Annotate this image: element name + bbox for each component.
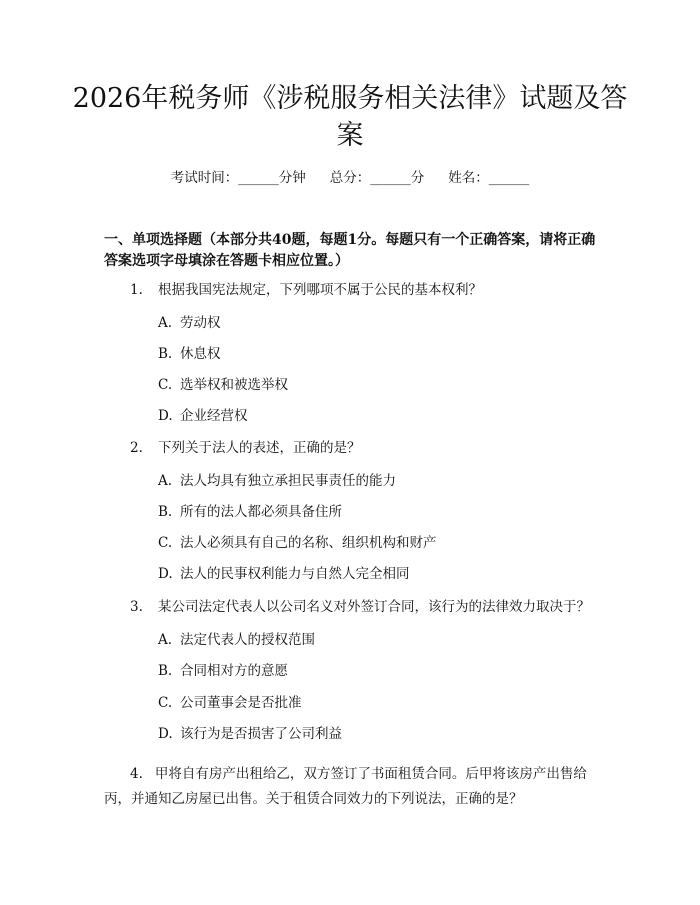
option-text: 法定代表人的授权范围 <box>180 632 315 648</box>
question-1-option-d <box>158 406 598 426</box>
option-letter: D. <box>158 566 173 582</box>
option-text: 公司董事会是否批准 <box>180 695 302 711</box>
option-letter: B. <box>158 663 173 679</box>
question-2-option-b <box>158 502 598 522</box>
question-number: 4. <box>130 766 143 782</box>
question-3-option-b <box>158 661 598 681</box>
option-letter: C. <box>158 535 173 551</box>
option-text: 法人均具有独立承担民事责任的能力 <box>180 473 396 489</box>
total-score-field: 总分：______分 <box>329 170 425 186</box>
question-3 <box>130 597 600 617</box>
question-2 <box>130 438 600 458</box>
option-letter: C. <box>158 377 173 393</box>
question-2-option-a <box>158 471 598 491</box>
option-text: 法人的民事权利能力与自然人完全相同 <box>180 566 410 582</box>
exam-info-line <box>0 168 700 188</box>
option-text: 企业经营权 <box>180 408 248 424</box>
question-number: 2. <box>130 440 143 456</box>
option-letter: C. <box>158 695 173 711</box>
option-text: 休息权 <box>180 346 221 362</box>
question-text: 根据我国宪法规定，下列哪项不属于公民的基本权利？ <box>158 282 482 298</box>
question-number: 1. <box>130 282 143 298</box>
question-number: 3. <box>130 599 143 615</box>
question-1-option-b <box>158 344 598 364</box>
document-title: 2026年税务师《涉税服务相关法律》试题及答案 <box>72 83 628 151</box>
option-text: 该行为是否损害了公司利益 <box>180 726 342 742</box>
option-letter: A. <box>158 315 173 331</box>
option-text: 选举权和被选举权 <box>180 377 288 393</box>
option-letter: A. <box>158 632 173 648</box>
option-text: 合同相对方的意愿 <box>180 663 288 679</box>
question-text: 甲将自有房产出租给乙，双方签订了书面租赁合同。后甲将该房产出售给丙，并通知乙房屋已出售。关于租赁合同效力的下列说法，正确的是？ <box>104 766 587 807</box>
option-text: 所有的法人都必须具备住所 <box>180 504 342 520</box>
option-letter: D. <box>158 726 173 742</box>
question-text: 下列关于法人的表述，正确的是？ <box>158 440 361 456</box>
question-3-option-d <box>158 724 598 744</box>
question-2-option-d <box>158 564 598 584</box>
option-letter: D. <box>158 408 173 424</box>
question-4 <box>104 762 600 812</box>
question-1-option-c <box>158 375 598 395</box>
option-text: 劳动权 <box>180 315 221 331</box>
option-letter: B. <box>158 346 173 362</box>
section-header: 一、单项选择题（本部分共40题，每题1分。每题只有一个正确答案，请将正确答案选项字母填涂在答题卡相应位置。） <box>104 232 596 269</box>
question-1-option-a <box>158 313 598 333</box>
question-text: 某公司法定代表人以公司名义对外签订合同，该行为的法律效力取决于？ <box>158 599 590 615</box>
question-2-option-c <box>158 533 598 553</box>
option-text: 法人必须具有自己的名称、组织机构和财产 <box>180 535 437 551</box>
option-letter: B. <box>158 504 173 520</box>
question-3-option-a <box>158 630 598 650</box>
student-name-field: 姓名：______ <box>448 170 530 186</box>
question-1 <box>130 280 600 300</box>
option-letter: A. <box>158 473 173 489</box>
question-3-option-c <box>158 693 598 713</box>
exam-time-field: 考试时间：______分钟 <box>170 170 306 186</box>
